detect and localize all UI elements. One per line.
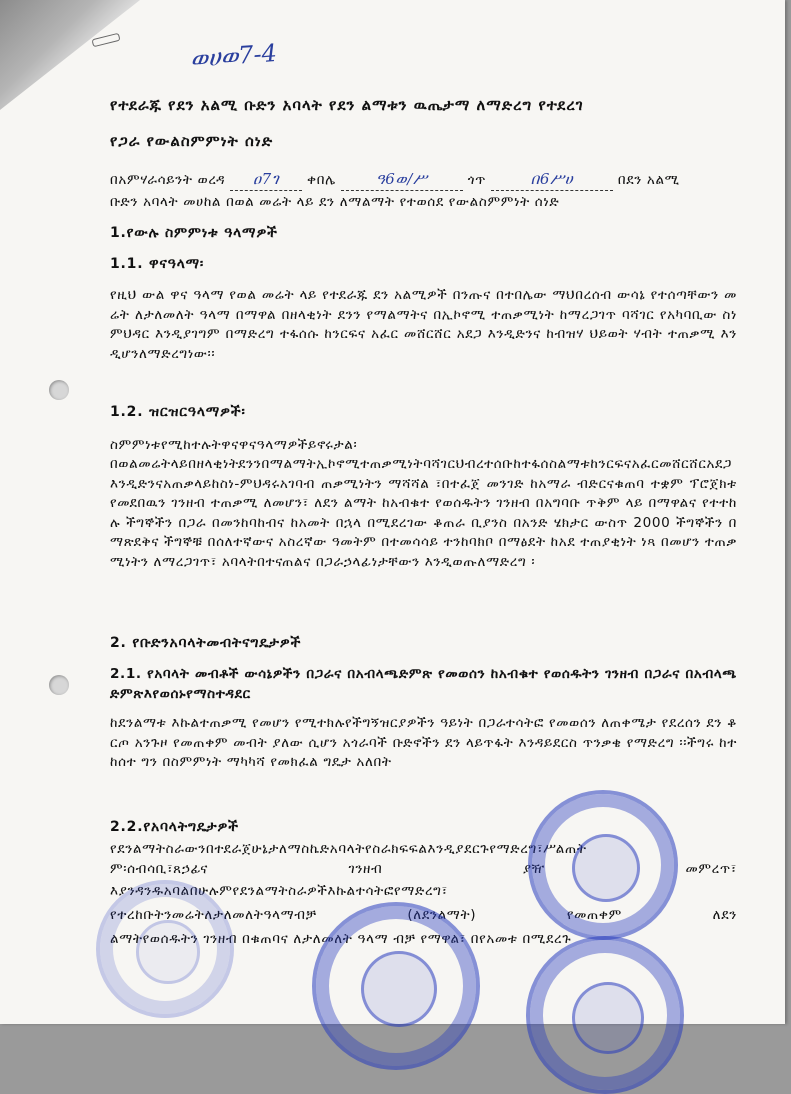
section1-title: 1.የውሉ ስምምነቱ ዓላማዎች — [110, 225, 278, 241]
document-title-line1: የተደራጁ የደን አልሚ ቡድን አባላት የደን ልማቱን ዉጤታማ ለማድረግ የተደረገ — [110, 96, 584, 114]
section2-2-line5: ልማትየወሰዱትን ገንዘብ በቁጠባና ለታለመለት ዓላማ ብቻ የማዋል፣ በየአመቱ በሚደረጉ — [110, 931, 572, 947]
handwritten-annotation: ወሀወ7-4 — [189, 39, 278, 73]
section2-2-line4-d: ለደን — [712, 907, 737, 923]
stamp-emblem — [361, 951, 437, 1027]
stamp-emblem — [572, 834, 640, 902]
stamp-emblem — [136, 920, 199, 983]
section1-1-title: 1.1. ዋናዓላማ፡ — [110, 256, 205, 272]
staple-mark — [91, 33, 120, 48]
stamp-emblem — [572, 982, 644, 1054]
punch-hole-lower — [49, 675, 69, 695]
section2-2-line2-d: መምረጥ፣ — [685, 861, 737, 877]
faded-stamp-left — [96, 880, 234, 1018]
blank-village: ዓ6ወ/ሥ — [341, 170, 463, 191]
official-stamp-bottom-right — [526, 936, 684, 1094]
document-title-line2: የጋራ የውልስምምነት ሰነድ — [110, 132, 274, 150]
section2-2-line4-b: (ለደንልማት) — [407, 907, 477, 923]
section2-title: 2. የቡድንአባላትመብትናግዴታዎች — [110, 635, 302, 651]
section2-2-line1: የደንልማትስራውንበተደራጀሁኔታለማስኬድአባላትየስራክፍፍልእንዲያደርጉየማድረግ፣ሥልጠት — [110, 841, 587, 857]
punch-hole-upper — [49, 380, 69, 400]
official-stamp-right — [528, 790, 678, 940]
intro-line1 — [110, 170, 737, 191]
blank-got: በ6ሥሀ — [491, 170, 613, 191]
section2-1-title: 2.1. የአባላት መብቶች ውሳኔዎችን በጋራና በአብላጫድምጽ የመወሰን ከአብቁተ የወሰዱትን ገንዘብ በጋራና በአብላጫድምጽእየወሰኑየማስተዳደር — [110, 666, 737, 702]
section2-2-line2-a: ም፡ሰብሳቢ፣ጸኃፊና — [110, 861, 209, 877]
section1-2-title: 1.2. ዝርዝርዓላማዎች፡ — [110, 404, 246, 420]
intro-suffix: በደን አልሚ — [617, 172, 680, 188]
section1-2-intro: ስምምነቱየሚከተሉትዋናዋናዓላማዎችይኖሩታል፡ — [110, 437, 358, 453]
intro-got-label: ጎጥ — [467, 172, 487, 188]
section2-1-body: ከደንልማቱ እኩልተጠቃሚ የመሆን የሚተክሉየችግኝዝርያዎችን ዓይነት በጋራተሳትፎ የመወሰን ለጠቀሜታ የደረሰን ደን ቆርጦ አንጉዞ የመጠቀም መብት ያለው ሲሆን አጎራባች ቡድኖችን ደን ላይጥፋት እንዳይደርስ ጥንቃቄ የማድረግ ፡፡ችግሩ ከተከሰተ ግን በስምምነት ማካካሻ የመክፈል ግዴታ አለበት — [110, 715, 737, 770]
page-curl — [0, 0, 140, 110]
official-stamp-center — [312, 902, 480, 1070]
section2-2-title: 2.2.የአባላትግዴታዎች — [110, 819, 239, 835]
section1-1-body: የዚህ ውል ዋና ዓላማ የወል መሬት ላይ የተደራጁ ደን አልሚዎች በንጡና በተበሌው ማህበረሰብ ውሳኔ የተሰጣቸውን መሬት ለታለመለት ዓላማ በማዋል በዘላቂነት ደንን የማልማትና በኢኮኖሚ ተጠቃሚነት ከማረጋገጥ ባሻገር የአካባቢው ስነምህዳር እንዲያገግም በማድረግ ተፋሰሱ ከንርፍና አፈር መሸርሸር አደጋ እንዲድንና ከብዝሃ ህይወት ሃብት ተጠቃሚ እንዲሆንለማድረግነው፡፡ — [110, 287, 737, 362]
section1-2-body: በወልመሬትላይበዘላቂነትደንንበማልማትኢኮኖሚተጠቃሚነትባሻገርህብረተሰቡከተፋሰስልማቱከንርፍናአፈርመሸርሸርአደጋእንዲድንናአጠቃላይከስነ-ምህዳሩአገባብ ጠቃሚነትን ማሻሻል ፣በተፈጀ መንገድ ከአማራ ብድርናቁጠባ ተቋም ፕሮጀክቱ የመደበዉን ገንዘብ ተጠቃሚ ለመሆን፣ ለደን ልማት ከአብቁተ የወሰዱትን ገንዘብ በአግባቡ ጥቅም ላይ በማዋልና የተተከሉ ችግኞችን በጋራ በመንከባከብና ከአመት በኋላ በሚደረገው ቆጠራ ቢያንስ በአንድ ሄክታር ውስጥ 2000 ችግኞችን በማጽደቅና ችግኞቹ በሰለተኛውና አስረኛው ዓመትም በተመሳሳይ ተንከባክቦ በማፅደት ከአደ ተጠያቂነት ነጻ በመሆን ተጠቃሚነትን ለማረጋገጥ፣ አባላትበተናጠልና በጋራኃላፊነታቸውን እንዲወጡለማድረግ ፡ — [110, 456, 737, 570]
intro-kebele-label: ቀበሌ — [307, 172, 336, 188]
section2-2-line4-c: የመጠቀም — [566, 907, 622, 923]
section2-2-line4-a: የተረከቡትንመሬትለታለመለትዓላማብቻ — [110, 907, 317, 923]
section2-2-line2-c: ያዥ — [522, 861, 546, 877]
intro-line2: ቡድን አባላት መሀከል በወል መሬት ላይ ደን ለማልማት የተወሰደ የውልስምምነት ሰነድ — [110, 194, 560, 210]
blank-kebele: ዐ7ገ — [230, 170, 302, 191]
section2-2-line2-b: ገንዘብ — [348, 861, 383, 877]
section2-2-line3: እያንዳንዱአባልበሁሉምየደንልማትስራዎችእኩልተሳትፎየማድረግ፣ — [110, 883, 448, 899]
intro-prefix: በአምሃራሳይንት ወረዳ — [110, 172, 226, 188]
